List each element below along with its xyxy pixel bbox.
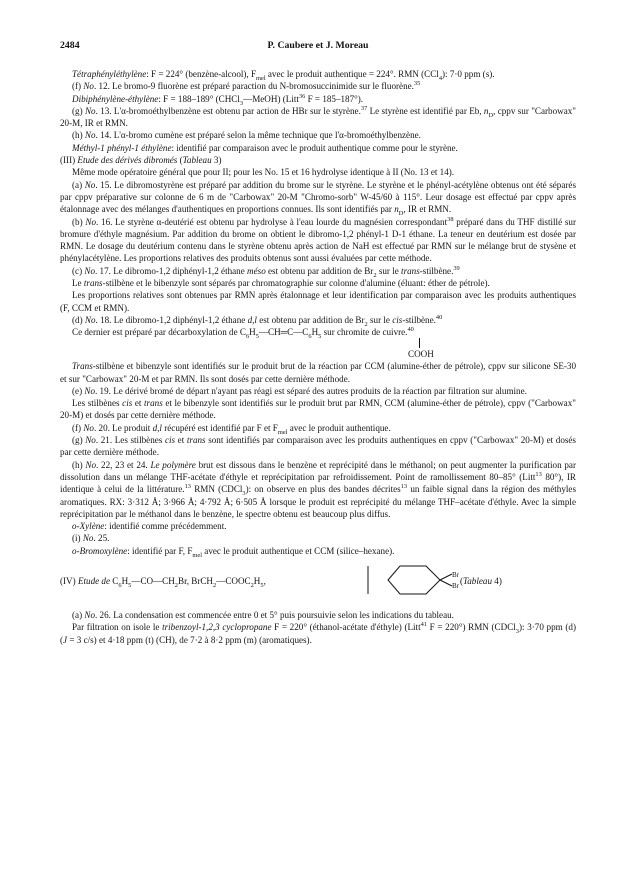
paragraph-no21: (g) No. 21. Les stilbènes cis et trans sont identifiés par comparaison avec les produits authentiques en cppv ("Carbowax" 20-M) et dosés par cette dernière méthode. (60, 435, 576, 458)
bromine-label-top: Br (452, 570, 459, 579)
paragraph-o-bromoxylene: o-Bromoxylène: identifié par F, $F_{mel}$ avec le produit authentique et CCM (silice–hexane). (72, 545, 395, 559)
running-authors: P. Caubere et J. Moreau (267, 40, 369, 51)
paragraph-tribenzoyl-cyclopropane: Par filtration on isole le tribenzoyl-1,2,3 cyclopropane F = 220° (éthanol-acétate d'éthyle) (Litt$^{41}$ F = 220°) RMN (CDCl$_3$): 3·70 ppm (d) (J = 3 c/s) et 4·18 ppm (t) (CH), de 7·2 à 8·2 ppm (m) (aromatiques). (60, 621, 576, 645)
paragraph-no20: (f) No. 20. Le produit d,l récupéré est identifié par F et $F_{mel}$ avec le produit authentique. (72, 422, 391, 436)
formula-line: Ce dernier est préparé par décarboxylation de $C_6H_5—CH═C—C_6H_5$ sur chromite de cuivre.$^{40}$ (72, 326, 414, 341)
paragraph-general-procedure: Même mode opératoire général que pour II; pour les No. 15 et 16 hydrolyse identique à II (No. 13 et 14). (72, 167, 455, 178)
paragraph-stilbenes-cis-trans: Les stilbènes cis et trans et le bibenzyle sont identifiés sur le produit brut par RMN, CCM (alumine-éther de pétrole), cppv ("Carbowax" 20-M) et dosés par cette dernière méthode. (60, 398, 576, 421)
section-heading-iv (60, 563, 576, 599)
dibromo-bicyclic-structure (366, 563, 456, 599)
paragraph-no16: (b) No. 16. Le styrène α-deutérié est obtenu par hydrolyse à l'eau lourde du magnésien correspondant$^{38}$ préparé dans du THF distillé sur bromure d'éthyle magnésium. Par addition du brome on obtient le dibromo-1,2 phényl-1 D-1 éthane. La teneur en deutérium est dosée par RMN. Le dosage du deutérium contenu dans le styrène obtenu après action de NaH est effectué par RMN sur le mélange brut de stysène et phénylacétylène. Les proportions relatives des produits obtenus sont aussi évaluées par cette méthode. (60, 215, 576, 264)
paragraph-dibiphenylene: Dibiphénylène-éthylène: F = 188–189° (CHCl$_3$—MeOH) (Litt$^{36}$ F = 185–187°). (72, 92, 364, 107)
paragraph-no13: (g) No. 13. L'α-bromoéthylbenzène est obtenu par action de HBr sur le styrène.$^{37}$ Le styrène est identifié par Eb, $n_D$, cppv sur "Carbowax" 20-M, IR et RMN. (60, 104, 576, 129)
paragraph-trans-stilbene-identification: Trans-stilbène et bibenzyle sont identifiés sur le produit brut de la réaction par CCM (alumine-éther de pétrole), cppv sur silicone SE-30 et sur "Carbowax" 20-M et par RMN. Ils sont dosés par cette dernière méthode. (60, 361, 576, 384)
paragraph-methylphenylethylene: Méthyl-1 phényl-1 éthylène: identifié par comparaison avec le produit authentique comme pour le styrène. (72, 142, 458, 153)
paragraph-no14: (h) No. 14. L'α-bromo cumène est préparé selon la même technique que l'α-bromoéthylbenzène. (72, 130, 421, 141)
paragraph-tetraphenylethylene: Tétraphényléthylène: F = 224° (benzène-alcool), $F_{mel}$ avec le produit authentique = 224°. RMN (CCl$_4$): 7·0 ppm (s). (72, 69, 495, 82)
paragraph-no26: (a) No. 26. La condensation est commencée entre 0 et 5° puis poursuivie selon les indications du tableau. (72, 609, 454, 620)
paragraph-no25: (i) No. 25. (72, 533, 110, 544)
paragraph-o-xylene: o-Xylène: identifié comme précédemment. (72, 521, 227, 532)
paragraph-no17: (c) No. 17. Le dibromo-1,2 diphényl-1,2 éthane méso est obtenu par addition de $Br_2$ sur le trans-stilbène.$^{39}$ (72, 264, 460, 279)
formula-bond-line (419, 338, 420, 348)
paragraph-no19: (e) No. 19. Le dérivé bromé de départ n'ayant pas réagi est séparé des autres produits de la réaction par filtration sur alumine. (72, 385, 527, 396)
running-header (60, 40, 576, 54)
paragraph-no12: (f) No. 12. Le bromo-9 fluorène est préparé paraction du N-bromosuccinimide sur le fluorène.$^{35}$ (72, 80, 421, 92)
page-number: 2484 (60, 40, 80, 51)
section-heading-iii: (III) Etude des dérivés dibromés (Tableau 3) (60, 155, 222, 166)
formula-cooh-group: COOH (408, 349, 434, 360)
section-iv-table-ref: (Tableau 4) (460, 575, 502, 586)
article-body (60, 68, 576, 646)
section-iv-label: (IV) Etude de $C_6H_5—CO—CH_2Br$, $BrCH_2—COOC_2H_5$, (60, 575, 266, 589)
paragraph-no22-24: (h) No. 22, 23 et 24. Le polymère brut est dissous dans le benzène et reprécipité dans le méthanol; on peut augmenter la purification par dissolution dans un mélange THF-acétate d'éthyle et reprécipitation par refroidissement. Point de ramollissement 80–85° (Litt$^{13}$ 80°), IR identique à celui de la littérature.$^{13}$ RMN (CDCl$_3$): on observe en plus des bandes décrites$^{13}$ un faible signal dans la région des méthyles aromatiques. RX: 3·312 Å; 3·966 Å; 4·792 Å; 6·505 Å lorsque le produit est reprécipité du mélange THF–acétate d'éthyle. Avec la simple reprécipitation par le méthanol dans le benzène, le spectre obtenu est beaucoup plus diffus. (60, 459, 576, 519)
paragraph-no18: (d) No. 18. Le dibromo-1,2 diphényl-1,2 éthane d,l est obtenu par addition de $Br_2$ sur le cis-stilbène.$^{40}$ (72, 313, 443, 328)
paragraph-relative-proportions: Les proportions relatives sont obtenues par RMN après étalonnage et leur identification par comparaison avec les produits authentiques (F, CCM et RMN). (60, 290, 576, 313)
paragraph-trans-stilbene-separation: Le trans-stilbène et le bibenzyle sont séparés par chromatographie sur colonne d'alumine (éluant: éther de pétrole). (72, 278, 490, 289)
decarboxylation-formula (60, 326, 576, 360)
paragraph-no15: (a) No. 15. Le dibromostyrène est préparé par addition du brome sur le styrène. Le styrène et le phényl-acétylène obtenus ont été séparés par cppv préparative sur colonne de 6 m de "Carbowax" 20-M "Chromo-sorb" W-45/60 à 115°. Leur dosage est effectué par cppv après étalonnage avec des mélanges d'authentiques en proportions connues. Ils sont identifiés par $n_D$, IR et RMN. (60, 179, 576, 218)
bromine-label-bottom: Br (452, 581, 459, 590)
